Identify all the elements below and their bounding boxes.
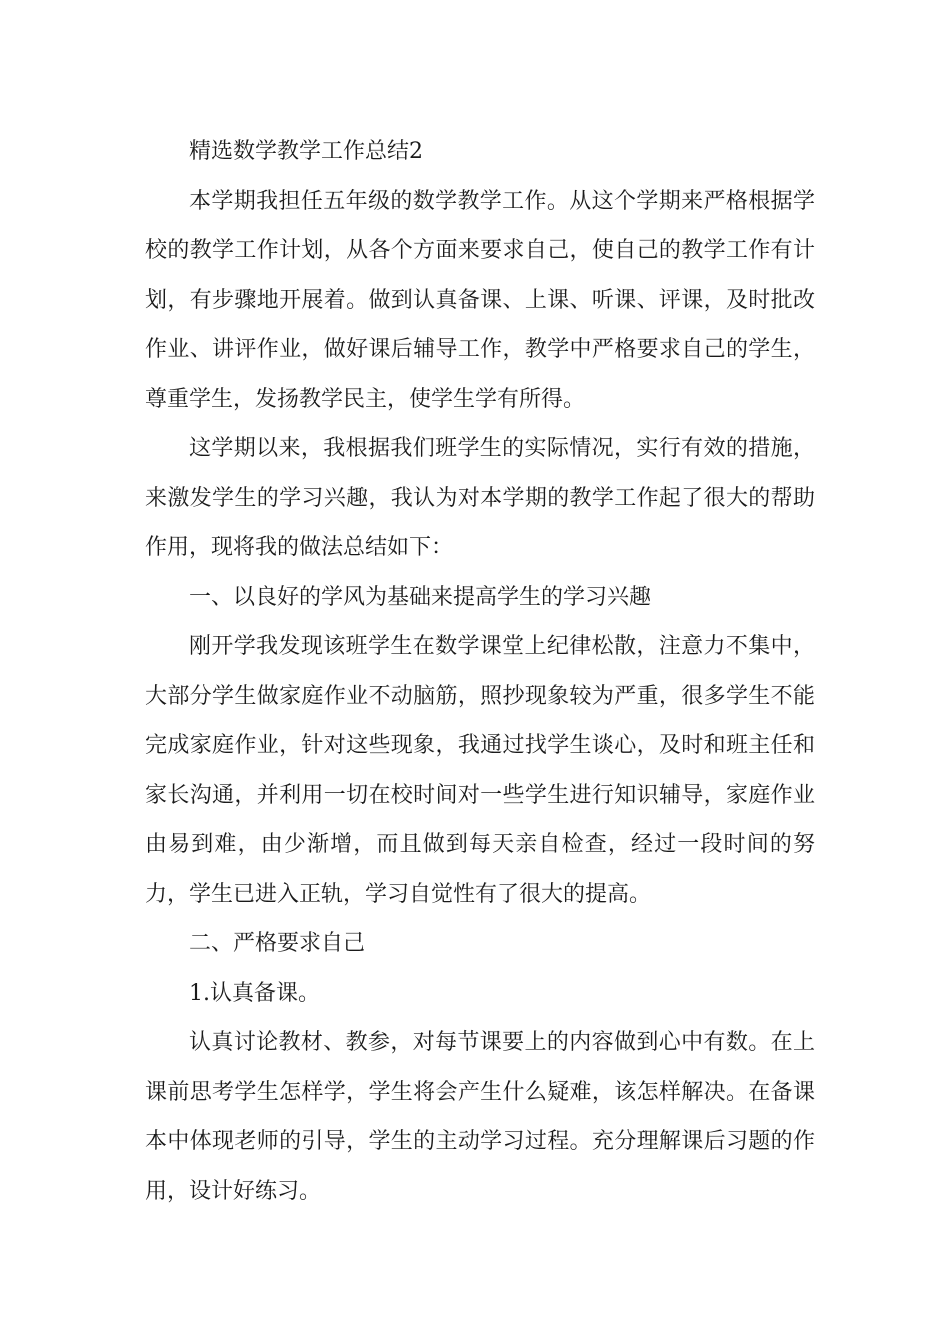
paragraph-section-1: 刚开学我发现该班学生在数学课堂上纪律松散，注意力不集中，大部分学生做家庭作业不动脑筋，照抄现象较为严重，很多学生不能完成家庭作业，针对这些现象，我通过找学生谈心，及时和班主任和家长沟通，并利用一切在校时间对一些学生进行知识辅导，家庭作业由易到难，由少渐增，而且做到每天亲自检查，经过一段时间的努力，学生已进入正轨，学习自觉性有了很大的提高。 [145,634,815,907]
section-heading-1: 一、以良好的学风为基础来提高学生的学习兴趣 [189,584,652,610]
subsection-heading-1: 1.认真备课。 [189,980,320,1006]
document-body [145,127,815,1216]
document-title: 精选数学教学工作总结2 [189,139,423,164]
paragraph-subsection-1: 认真讨论教材、教参，对每节课要上的内容做到心中有数。在上课前思考学生怎样学，学生将会产生什么疑难，该怎样解决。在备课本中体现老师的引导，学生的主动学习过程。充分理解课后习题的作用，设计好练习。 [145,1030,815,1204]
section-heading-2: 二、严格要求自己 [189,931,366,956]
paragraph-intro: 本学期我担任五年级的数学教学工作。从这个学期来严格根据学校的教学工作计划，从各个方面来要求自己，使自己的教学工作有计划，有步骤地开展着。做到认真备课、上课、听课、评课，及时批改作业、讲评作业，做好课后辅导工作，教学中严格要求自己的学生，尊重学生，发扬教学民主，使学生学有所得。 [145,188,815,412]
paragraph-approach: 这学期以来，我根据我们班学生的实际情况，实行有效的措施，来激发学生的学习兴趣，我认为对本学期的教学工作起了很大的帮助作用，现将我的做法总结如下： [145,436,815,560]
